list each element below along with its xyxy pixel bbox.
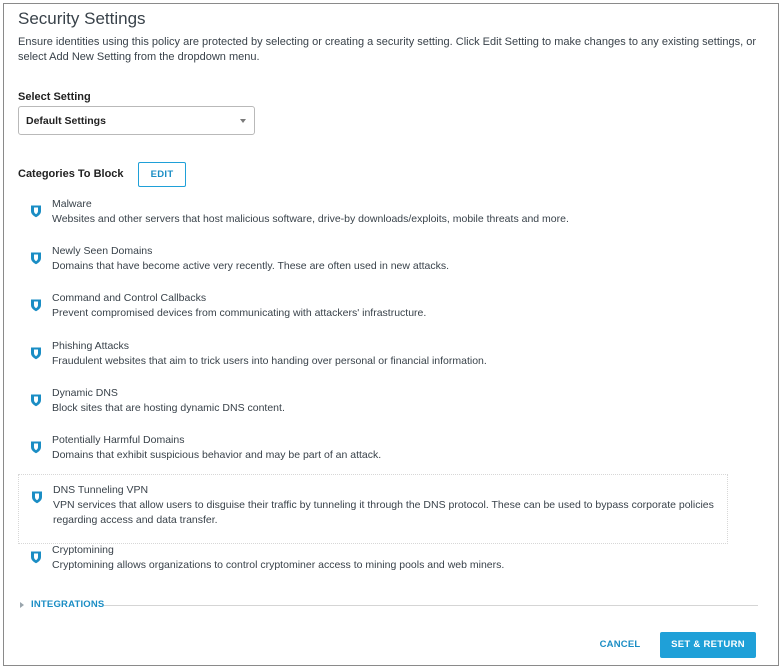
shield-icon — [30, 550, 42, 564]
category-name: Phishing Attacks — [52, 340, 130, 352]
category-description: Fraudulent websites that aim to trick users into handing over personal or financial information. — [52, 355, 487, 367]
shield-icon — [31, 490, 43, 504]
shield-icon — [30, 393, 42, 407]
security-settings-panel — [3, 3, 779, 666]
category-item-dns-tunneling-vpn — [18, 474, 728, 544]
category-item-dynamic-dns — [18, 387, 758, 417]
set-and-return-button[interactable]: SET & RETURN — [660, 632, 756, 658]
category-name: Cryptomining — [52, 544, 114, 556]
category-name: Malware — [52, 198, 92, 210]
category-name: DNS Tunneling VPN — [53, 484, 149, 496]
shield-icon — [30, 204, 42, 218]
shield-icon — [30, 346, 42, 360]
category-item-phishing-attacks — [18, 340, 758, 370]
chevron-right-icon — [20, 602, 24, 608]
category-item-cryptomining — [18, 544, 758, 574]
category-list — [4, 4, 778, 665]
integrations-section-toggle[interactable] — [18, 599, 758, 613]
shield-icon — [30, 251, 42, 265]
category-description: Domains that have become active very recently. These are often used in new attacks. — [52, 260, 450, 272]
category-description: Websites and other servers that host malicious software, drive-by downloads/exploits, mobile threats and more. — [52, 213, 569, 225]
page-title: Security Settings — [18, 9, 146, 28]
category-item-malware — [18, 198, 758, 228]
edit-categories-button[interactable]: EDIT — [138, 162, 186, 187]
category-description: Domains that exhibit suspicious behavior and may be part of an attack. — [52, 449, 382, 461]
cancel-button[interactable]: CANCEL — [592, 636, 648, 652]
category-name: Newly Seen Domains — [52, 245, 153, 257]
category-item-potentially-harmful-domains — [18, 434, 758, 464]
category-description: Cryptomining allows organizations to control cryptominer access to mining pools and web miners. — [52, 559, 505, 571]
shield-icon — [30, 298, 42, 312]
category-item-command-and-control — [18, 292, 758, 322]
category-description: Prevent compromised devices from communicating with attackers' infrastructure. — [52, 307, 427, 319]
shield-icon — [30, 440, 42, 454]
select-setting-value: Default Settings — [26, 115, 106, 127]
category-name: Potentially Harmful Domains — [52, 434, 185, 446]
category-description: VPN services that allow users to disguise their traffic by tunneling it through the DNS protocol. These can be used to bypass corporate policies regarding access and data transfer. — [53, 499, 714, 526]
select-setting-label: Select Setting — [18, 91, 91, 103]
categories-to-block-heading: Categories To Block — [18, 168, 124, 180]
category-name: Command and Control Callbacks — [52, 292, 207, 304]
category-item-newly-seen-domains — [18, 245, 758, 275]
integrations-label: INTEGRATIONS — [31, 599, 105, 610]
page-description: Ensure identities using this policy are protected by selecting or creating a security setting. Click Edit Setting to make changes to any existing settings, or select Add New Setting from the dropdown menu. — [18, 36, 756, 63]
category-description: Block sites that are hosting dynamic DNS content. — [52, 402, 285, 414]
category-name: Dynamic DNS — [52, 387, 118, 399]
divider — [104, 605, 758, 606]
